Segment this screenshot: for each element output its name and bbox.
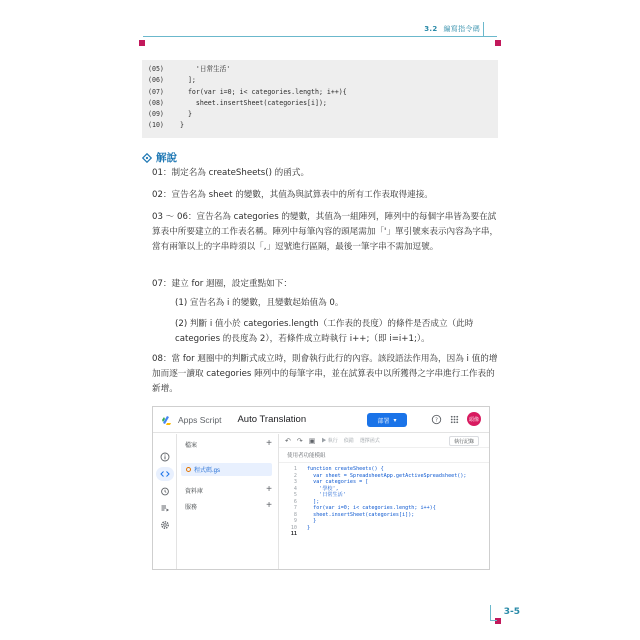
file-panel — [177, 434, 279, 569]
editor-code-line — [279, 531, 489, 538]
line-number: (07) — [148, 87, 164, 96]
corner-mark — [139, 40, 145, 46]
editor-line-number: 8 — [293, 511, 297, 518]
line-text: ]; — [180, 76, 196, 85]
code-icon[interactable] — [160, 469, 170, 479]
editor-line-text: sheet.insertSheet(categories[i]); — [307, 511, 415, 518]
libraries-row — [185, 485, 272, 495]
diamond-icon — [142, 153, 152, 163]
editor-line-text: } — [307, 518, 317, 525]
add-file-icon[interactable]: + — [266, 438, 272, 449]
header-rule — [143, 36, 497, 37]
header-title: 編寫指令碼 — [443, 25, 480, 33]
para-08: 08：當 for 迴圈中的判斷式成立時，則會執行此行的內容。該段語法作用為，因為 i 值的增加而逐一讀取 categories 陣列中的每筆字串，並在試算表中以所獲得之字串進行工作表的新增。 — [152, 354, 498, 395]
info-icon[interactable] — [160, 452, 170, 462]
editor-line-text: for(var i=0; i< categories.length; i++){ — [307, 505, 436, 512]
apps-script-screenshot — [152, 406, 490, 570]
line-text: } — [180, 121, 184, 130]
editor-divider — [279, 462, 489, 463]
undo-icon[interactable]: ↶ — [285, 437, 291, 445]
header-divider — [483, 22, 484, 36]
line-number: (05) — [148, 65, 164, 73]
editor-line-number: 10 — [290, 524, 297, 531]
para-07: 07：建立 for 迴圈，設定重點如下： — [152, 279, 292, 289]
editor-line-text: ]; — [307, 498, 320, 505]
execution-log-button[interactable]: 執行記錄 — [449, 436, 479, 446]
script-file-icon — [186, 467, 191, 472]
line-number: (10) — [148, 121, 164, 130]
services-row — [185, 501, 272, 511]
editor-line-text: function createSheets() { — [307, 466, 384, 472]
corner-mark — [495, 40, 501, 46]
apps-script-logo-icon — [161, 414, 173, 426]
line-number: (06) — [148, 76, 164, 85]
editor-line-number: 7 — [293, 505, 297, 512]
app-name: Apps Script — [178, 414, 222, 425]
line-text: for(var i=0; i< categories.length; i++){ — [180, 87, 347, 96]
editor-line-text: '學校', — [307, 485, 339, 492]
running-header — [424, 24, 480, 34]
heading-label: 解說 — [156, 152, 177, 164]
para-07-1: (1) 宣告名為 i 的變數，且變數起始值為 0。 — [175, 298, 344, 308]
code-line — [148, 64, 492, 75]
add-service-icon[interactable]: + — [266, 500, 272, 511]
avatar-text: 頭像 — [468, 416, 479, 423]
editor-line-text: var categories = [ — [307, 479, 369, 486]
executions-icon[interactable] — [160, 503, 170, 513]
add-library-icon[interactable]: + — [266, 484, 272, 495]
editor-line-number: 2 — [293, 472, 297, 479]
para-01: 01：制定名為 createSheets() 的函式。 — [152, 168, 310, 178]
code-line — [148, 109, 492, 120]
line-text: '日常生活' — [180, 65, 231, 73]
file-name: 程式碼.gs — [194, 468, 221, 474]
left-rail — [153, 434, 177, 569]
para-02: 02：宣告名為 sheet 的變數，其值為與試算表中的所有工作表取得連接。 — [152, 190, 433, 200]
editor-line-text: var sheet = SpreadsheetApp.getActiveSpreadsheet(); — [307, 472, 467, 479]
code-listing — [142, 60, 498, 138]
alarm-clock-icon[interactable] — [160, 486, 170, 496]
line-number: (09) — [148, 110, 164, 119]
editor-toolbar — [279, 434, 489, 448]
line-number: (08) — [148, 98, 164, 107]
code-line — [148, 120, 492, 131]
footer-rule — [490, 620, 497, 621]
gear-icon[interactable] — [160, 520, 170, 530]
chevron-down-icon: ▾ — [393, 417, 397, 424]
editor-line-number: 3 — [293, 479, 297, 486]
code-line — [148, 87, 492, 98]
deploy-label: 部署 — [377, 418, 390, 425]
libraries-label: 資料庫 — [185, 488, 204, 495]
project-title[interactable]: Auto Translation — [237, 414, 307, 425]
corner-mark — [495, 618, 501, 624]
header-section: 3.2 — [424, 25, 438, 33]
code-editor — [279, 434, 489, 569]
page-number: 3-5 — [503, 607, 520, 617]
line-text: sheet.insertSheet(categories[i]); — [180, 98, 327, 107]
save-icon[interactable]: ▣ — [308, 437, 316, 445]
code-line — [148, 98, 492, 109]
code-line — [148, 75, 492, 86]
function-select[interactable]: 選擇函式 — [359, 438, 380, 444]
explanation-heading — [142, 150, 177, 165]
files-row — [185, 439, 272, 449]
editor-line-number: 4 — [293, 485, 297, 492]
files-label: 檔案 — [185, 442, 198, 449]
para-07-2: (2) 判斷 i 值小於 categories.length（工作表的長度）的條件是否成立（此時 categories 的長度為 2），若條件成立時執行 i++;（即 i=i+1;）。 — [175, 319, 474, 345]
editor-line-number: 1 — [293, 466, 297, 472]
app-header — [153, 407, 489, 433]
editor-line-text: '日常生活' — [307, 492, 346, 499]
apps-grid-icon[interactable] — [449, 414, 460, 425]
deploy-button[interactable] — [367, 413, 407, 427]
debug-button[interactable]: 偵錯 — [343, 438, 354, 444]
editor-line-number: 5 — [293, 492, 297, 499]
editor-tab-label: 使用者功能模組 — [287, 453, 326, 459]
run-button[interactable]: ▶ 執行 — [321, 438, 338, 444]
footer-divider — [490, 605, 491, 621]
editor-line-number: 9 — [293, 518, 297, 525]
editor-line-number: 11 — [290, 531, 297, 538]
para-03-06: 03 ～ 06：宣告名為 categories 的變數，其值為一組陣列，陣列中的每個字串皆為要在試算表中所要建立的工作表名稱。陣列中每筆內容的頭尾需加「'」單引號來表示內容為字串，當有兩筆以上的字串時須以「,」逗號進行區隔，最後一筆字串不需加逗號。 — [152, 212, 499, 253]
redo-icon[interactable]: ↷ — [296, 437, 303, 445]
services-label: 服務 — [185, 504, 198, 511]
editor-line-text: } — [307, 524, 311, 531]
code-area[interactable] — [279, 466, 489, 538]
editor-line-number: 6 — [293, 498, 297, 505]
line-text: } — [180, 110, 192, 119]
help-icon[interactable] — [431, 414, 442, 425]
file-item[interactable] — [181, 463, 272, 476]
avatar[interactable] — [467, 412, 481, 426]
svg-text:?: ? — [435, 417, 438, 424]
